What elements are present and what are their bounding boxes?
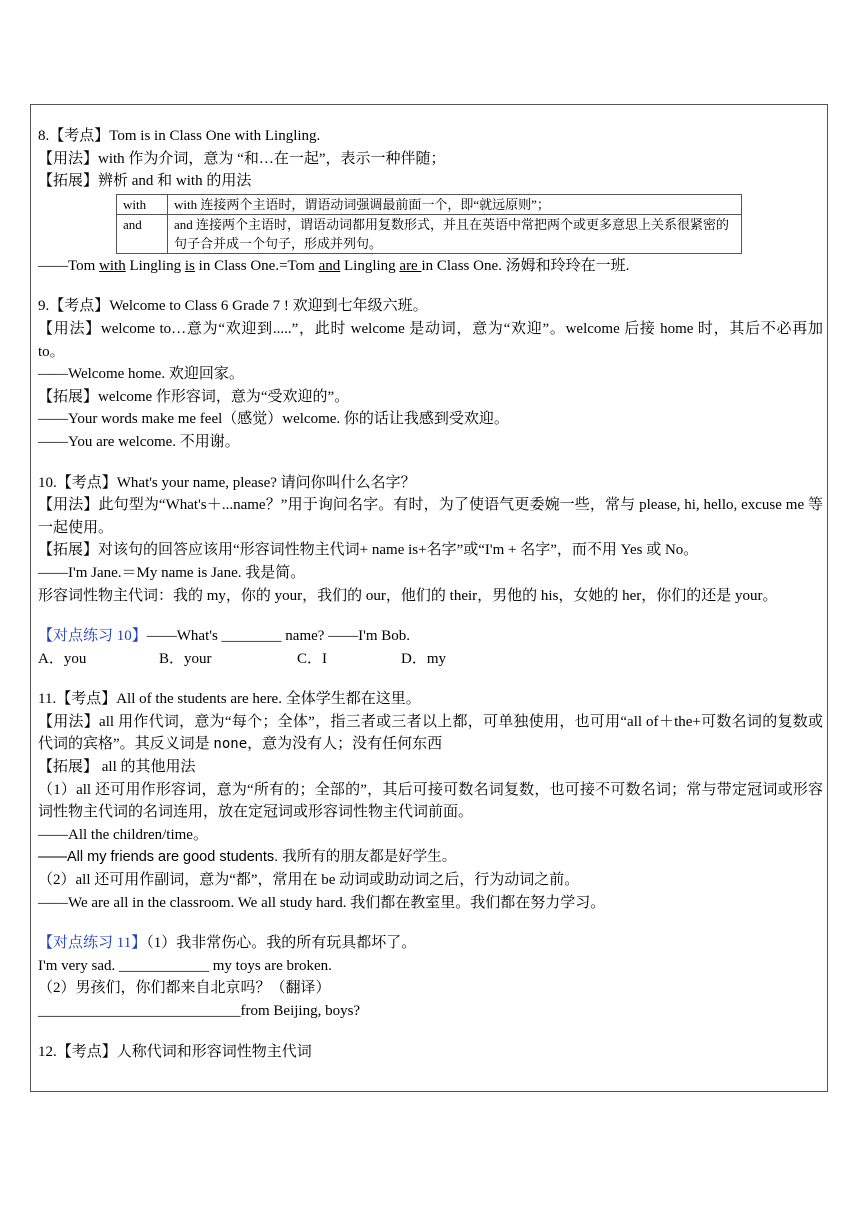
practice-label: 【对点练习 11】 — [38, 935, 147, 952]
text: 【用法】all 用作代词，意为“每个；全体”，指三者或三者以上都，可单独使用，也可用“all of＋the+可数名词的复数或代词的宾格”。其反义词是 — [38, 713, 823, 753]
text: ——Tom — [38, 257, 100, 274]
s9-extension: 【拓展】welcome 作形容词，意为“受欢迎的”。 — [38, 388, 350, 405]
s11-point-1: （1）all 还可用作形容词，意为“所有的；全部的”，其后可接可数名词复数，也可接不可数名词；常与带定冠词或形容词性物主代词的名词连用，放在定冠词或形容词性物主代词前面。 — [38, 781, 823, 821]
s10-extension: 【拓展】对该句的回答应该用“形容词性物主代词+ name is+名字”或“I'm + 名字”，而不用 Yes 或 No。 — [38, 542, 699, 559]
s11-extension: 【拓展】 all 的其他用法 — [38, 759, 196, 776]
s12-heading: 12.【考点】人称代词和形容词性物主代词 — [38, 1043, 312, 1060]
s9-usage: 【用法】welcome to…意为“欢迎到.....”，此时 welcome 是动词，意为“欢迎”。welcome 后接 home 时，其后不必再加 to。 — [38, 320, 823, 360]
table-desc-with: with 连接两个主语时，谓语动词强调最前面一个，即“就远原则”； — [168, 194, 742, 214]
practice-11 — [38, 932, 823, 955]
s9-example-3: ——You are welcome. 不用谢。 — [38, 433, 240, 450]
s8-example — [38, 255, 823, 278]
table-key-and: and — [117, 214, 168, 253]
s8-extension: 【拓展】辨析 and 和 with 的用法 — [38, 173, 252, 190]
s8-usage: 【用法】with 作为介词，意为 “和…在一起”，表示一种伴随； — [38, 150, 446, 167]
s11-example-1: ——All the children/time。 — [38, 826, 208, 843]
s11-usage — [38, 711, 823, 756]
practice-text: ——What's ________ name? ——I'm Bob. — [146, 628, 411, 645]
document-content — [38, 125, 823, 1063]
practice-question-2: （2）男孩们，你们都来自北京吗？（翻译） — [38, 980, 331, 997]
text: ，意为没有人；没有任何东西 — [247, 736, 443, 753]
s10-heading: 10.【考点】What's your name, please? 请问你叫什么名字？ — [38, 474, 416, 491]
practice-10-options — [38, 648, 823, 671]
s11-example-2: ——All my friends are good students. 我所有的朋友都是好学生。 — [38, 849, 457, 866]
s10-usage: 【用法】此句型为“What's＋...name？”用于询问名字。有时，为了使语气更委婉一些，常与 please, hi, hello, excuse me 等一起使用。 — [38, 497, 823, 536]
s10-example: ——I'm Jane.＝My name is Jane. 我是简。 — [38, 564, 306, 581]
table-row — [117, 194, 742, 214]
code-word: none — [213, 736, 248, 753]
practice-10 — [38, 625, 823, 648]
practice-label: 【对点练习 10】 — [38, 628, 147, 645]
s11-point-2: （2）all 还可用作副词，意为“都”，常用在 be 动词或助动词之后，行为动词之前。 — [38, 872, 580, 889]
text: Lingling — [340, 257, 400, 274]
underlined-word: with — [99, 257, 126, 274]
underlined-word: is — [184, 257, 195, 274]
table-desc-and: and 连接两个主语时，谓语动词都用复数形式，并且在英语中常把两个或更多意思上关系很紧密的句子合并成一个句子，形成并列句。 — [168, 214, 742, 253]
s9-example-1: ——Welcome home. 欢迎回家。 — [38, 366, 244, 383]
practice-question-1: （1）我非常伤心。我的所有玩具都坏了。 — [146, 935, 417, 952]
text: Lingling — [125, 257, 185, 274]
s10-note: 形容词性物主代词：我的 my，你的 your，我们的 our，他们的 their，男他的 his，女她的 her，你们的还是 your。 — [38, 587, 778, 604]
option-c[interactable]: C．I — [297, 650, 328, 667]
s11-heading: 11.【考点】All of the students are here. 全体学生都在这里。 — [38, 691, 421, 708]
underlined-word: and — [318, 257, 341, 274]
table-key-with: with — [117, 194, 168, 214]
option-a[interactable]: A．you — [38, 650, 87, 667]
text: in Class One. 汤姆和玲玲在一班. — [421, 257, 630, 274]
text: in Class One.=Tom — [194, 257, 319, 274]
option-d[interactable]: D．my — [401, 650, 447, 667]
table-row — [117, 214, 742, 253]
s9-example-2: ——Your words make me feel（感觉）welcome. 你的话让我感到受欢迎。 — [38, 411, 509, 428]
s11-example-3: ——We are all in the classroom. We all study hard. 我们都在教室里。我们都在努力学习。 — [38, 894, 606, 911]
practice-11-line-1[interactable]: I'm very sad. ____________ my toys are broken. — [38, 957, 332, 974]
s8-heading: 8.【考点】Tom is in Class One with Lingling. — [38, 128, 321, 144]
option-b[interactable]: B．your — [159, 650, 212, 667]
underlined-word: are — [399, 257, 422, 274]
s9-heading: 9.【考点】Welcome to Class 6 Grade 7 ! 欢迎到七年级六班。 — [38, 298, 428, 315]
practice-11-line-2[interactable]: ___________________________from Beijing, boys? — [38, 1003, 361, 1019]
and-with-table — [116, 194, 742, 254]
